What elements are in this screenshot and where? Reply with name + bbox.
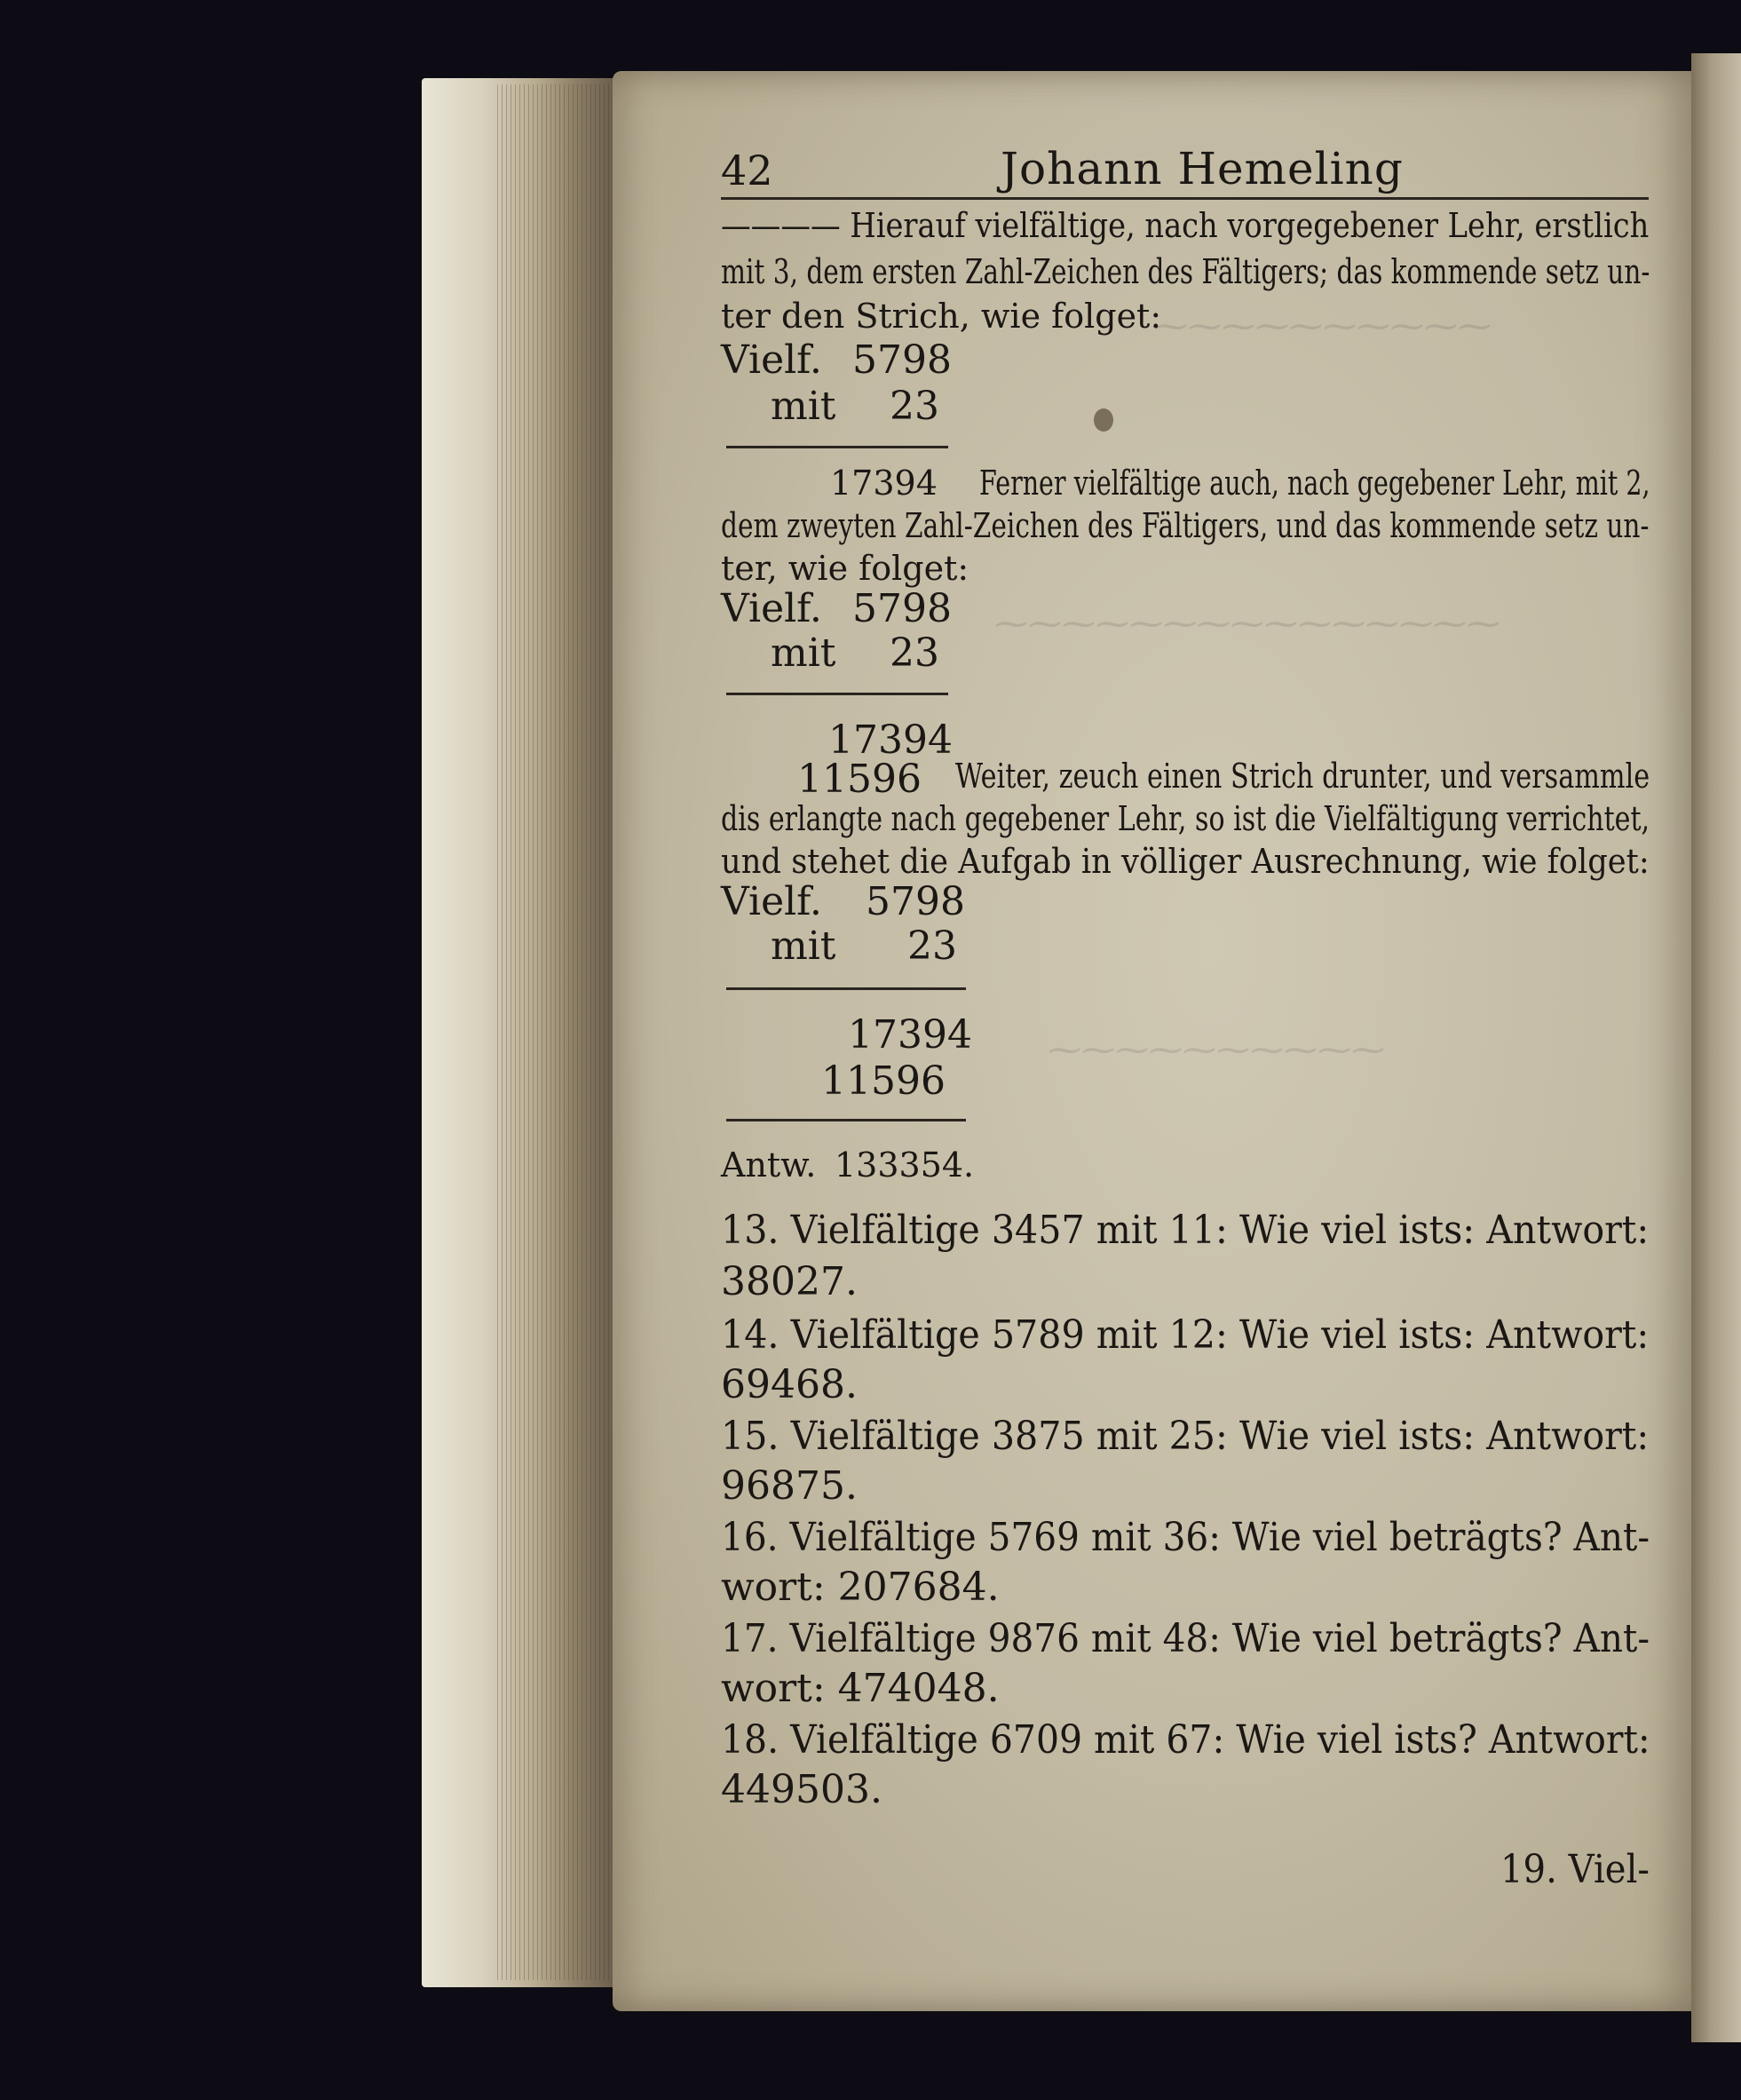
show-through: ⁓⁓⁓⁓⁓⁓⁓⁓⁓⁓ (1154, 306, 1492, 345)
calc-rule (726, 446, 948, 448)
text-line: ter, wie folget: (721, 549, 969, 588)
calc-partial: 11596 (821, 1058, 946, 1104)
facing-page-edge (1691, 53, 1741, 2042)
calc-rule (726, 693, 948, 695)
text-line: ———— Hierauf vielfältige, nach vorgegebener Lehr, erstlich (721, 206, 1650, 245)
exercise-line: 17. Vielfältige 9876 mit 48: Wie viel beträgts? Ant- (721, 1616, 1650, 1661)
text-line: Ferner vielfältige auch, nach gegebener Lehr, mit 2, (979, 464, 1650, 503)
text-line: Weiter, zeuch einen Strich drunter, und versammle (955, 757, 1650, 796)
calc-label: mit (771, 630, 836, 676)
exercise-line: 14. Vielfältige 5789 mit 12: Wie viel ists: Antwort: (721, 1312, 1650, 1358)
ink-stain (1094, 408, 1113, 432)
exercise-line: 18. Vielfältige 6709 mit 67: Wie viel ists? Antwort: (721, 1717, 1650, 1763)
text-line: dem zweyten Zahl-Zeichen des Fältigers, und das kommende setz un- (721, 506, 1650, 545)
calc-partial: 17394 (848, 1012, 972, 1058)
text-line: und stehet die Aufgab in völliger Ausrechnung, wie folget: (721, 842, 1650, 881)
calc-value: 5798 (866, 879, 965, 924)
text-line: dis erlangte nach gegebener Lehr, so ist die Vielfältigung verrichtet, (721, 799, 1650, 838)
calc-partial: 17394 (830, 464, 938, 503)
exercise-answer: wort: 207684. (721, 1565, 1000, 1610)
calc-partial: 11596 (797, 757, 922, 802)
exercise-answer: 38027. (721, 1259, 858, 1304)
exercise-line: 15. Vielfältige 3875 mit 25: Wie viel ists: Antwort: (721, 1414, 1650, 1459)
answer-label: Antw. (721, 1145, 817, 1185)
calc-rule (726, 987, 966, 990)
calc-rule (726, 1119, 966, 1121)
calc-label: mit (771, 923, 836, 969)
exercise-line: 16. Vielfältige 5769 mit 36: Wie viel beträgts? Ant- (721, 1515, 1650, 1560)
exercise-answer: 449503. (721, 1767, 882, 1812)
answer-value: 133354. (835, 1145, 975, 1185)
calc-value: 23 (907, 923, 957, 969)
calc-partial: 17394 (828, 717, 953, 763)
calc-value: 5798 (852, 337, 952, 383)
page-edge-lines (497, 84, 621, 1980)
show-through: ⁓⁓⁓⁓⁓⁓⁓⁓⁓⁓⁓⁓⁓⁓⁓ (994, 604, 1500, 643)
calc-label: Vielf. (721, 879, 822, 924)
header-rule (721, 197, 1649, 200)
page-number: 42 (721, 147, 773, 194)
catchword: 19. Viel- (1500, 1847, 1650, 1892)
exercise-answer: 69468. (721, 1362, 858, 1407)
calc-label: mit (771, 384, 836, 429)
running-head: Johann Hemeling (1001, 143, 1404, 194)
calc-value: 23 (890, 630, 939, 676)
exercise-answer: wort: 474048. (721, 1666, 1000, 1711)
calc-value: 5798 (852, 586, 952, 631)
calc-label: Vielf. (721, 586, 822, 631)
exercise-answer: 96875. (721, 1463, 858, 1509)
calc-label: Vielf. (721, 337, 822, 383)
text-line: mit 3, dem ersten Zahl-Zeichen des Fältigers; das kommende setz un- (721, 252, 1650, 291)
calc-value: 23 (890, 384, 939, 429)
text-line: ter den Strich, wie folget: (721, 297, 1162, 336)
show-through: ⁓⁓⁓⁓⁓⁓⁓⁓⁓⁓ (1048, 1030, 1385, 1069)
exercise-line: 13. Vielfältige 3457 mit 11: Wie viel ists: Antwort: (721, 1208, 1650, 1253)
page-header (721, 143, 1649, 200)
